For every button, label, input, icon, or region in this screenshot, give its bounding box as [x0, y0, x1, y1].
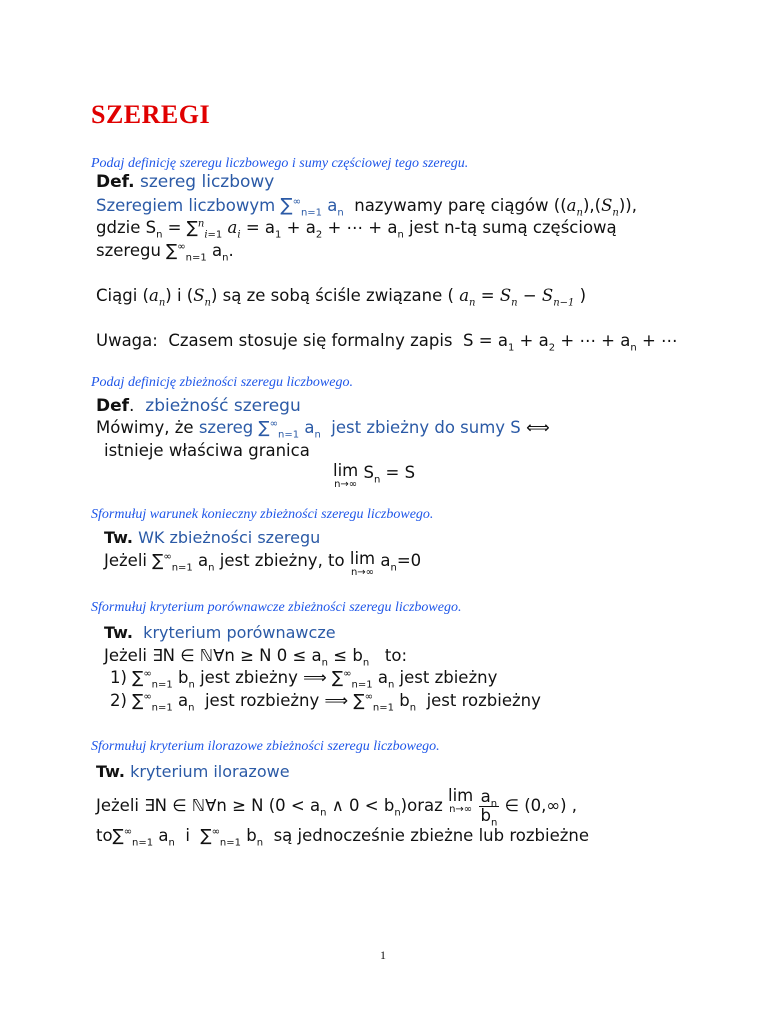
def1-line-3	[96, 241, 234, 264]
tw2-i2-b: jest rozbieżny	[204, 691, 320, 710]
def1-title: szereg liczbowy	[139, 172, 275, 192]
def2-line-1	[96, 418, 550, 441]
tw2-line-1	[104, 646, 408, 669]
tw3-sum-a: $\sum^\infty_{n=1}$ $a_n$	[112, 826, 175, 849]
def2-prefix: Def	[96, 396, 130, 416]
def1-l1-a: Szeregiem liczbowym	[96, 196, 276, 215]
def2-l1-c: jest zbieżny do sumy S	[331, 418, 521, 437]
tw2-i1-c: jest zbieżny	[399, 668, 498, 687]
pair-sequences: $((a_n),(S_n))$,	[553, 196, 637, 219]
tw3-heading	[96, 762, 290, 781]
tw2-i2: 2)	[110, 691, 127, 710]
def1-line-2	[96, 218, 617, 241]
tw2-l1-a: Jeżeli	[104, 646, 147, 665]
uwaga-text: Czasem stosuje się formalny zapis	[168, 331, 453, 350]
tw3-line-1	[96, 786, 578, 829]
tw1-line	[104, 551, 421, 578]
def2-l1-b: szereg	[198, 418, 254, 437]
tw2-title: kryterium porównawcze	[143, 623, 336, 642]
tw2-condition: ∃N ∈ ℕ∀n ≥ N $0 \le a_n \le b_n$	[152, 646, 370, 669]
tw3-l2-c: są jednocześnie zbieżne lub rozbieżne	[273, 826, 589, 845]
tw2-i1-b: jest zbieżny	[200, 668, 298, 687]
sum-symbol: $\sum^\infty_{n=1}$ $a_n$	[280, 195, 344, 219]
tw3-l2-a: to	[96, 826, 113, 845]
ciagi-text: Ciągi $(a_n)$ i $(S_n)$	[96, 286, 218, 309]
def1-heading	[96, 172, 274, 192]
tw1-a: Jeżeli	[104, 551, 147, 570]
tw1-prefix: Tw.	[104, 528, 133, 547]
ciagi-tail: są ze sobą ściśle związane	[222, 286, 443, 305]
tw2-l1-b: to:	[384, 646, 408, 665]
tw2-i2-c: jest rozbieżny	[426, 691, 541, 710]
tw2-item-1	[110, 668, 498, 691]
tw1-heading	[104, 528, 320, 547]
def2-l1-a: Mówimy, że	[96, 418, 194, 437]
series-formula: $\sum^\infty_{n=1}$ $a_n$.	[166, 241, 234, 264]
def1-l2-b: jest n-tą sumą częściową	[409, 218, 617, 237]
def1-l3-a: szeregu	[96, 241, 161, 260]
uwaga-line	[96, 331, 678, 354]
partial-sum-formula: $S_n = \sum^n_{i=1}$ $a_i = a_1 + a_2$ + ⋯ + $a_n$	[145, 218, 404, 241]
def2-heading: Def. zbieżność szeregu	[96, 396, 301, 416]
implies: ⟹ $\sum^\infty_{n=1}$ $a_n$	[303, 668, 395, 691]
question-1: Podaj definicję szeregu liczbowego i sumy częściowej tego szeregu.	[91, 156, 469, 171]
tw3-prefix: Tw.	[96, 762, 125, 781]
iff-symbol: ⟺	[526, 418, 550, 437]
tw2-heading	[104, 623, 336, 642]
question-2: Podaj definicję zbieżności szeregu liczbowego.	[91, 375, 353, 390]
tw1-series: $\sum^\infty_{n=1}$ $a_n$	[152, 551, 215, 574]
def1-line-1	[96, 195, 637, 219]
limit-formula: lim n→∞ $S_n = S$	[333, 461, 416, 490]
tw3-sum-b: $\sum^\infty_{n=1}$ $b_n$	[200, 826, 264, 849]
tw1-b: jest zbieżny, to	[219, 551, 345, 570]
tw3-title: kryterium ilorazowe	[130, 762, 290, 781]
tw3-l1-b: oraz	[407, 796, 443, 816]
implies-2: ⟹ $\sum^\infty_{n=1}$ $b_n$	[324, 691, 417, 714]
ciagi-line	[96, 286, 587, 309]
sum-b: $\sum^\infty_{n=1}$ $b_n$	[132, 668, 195, 691]
tw2-item-2	[110, 691, 541, 714]
tw3-line-2	[96, 826, 589, 849]
tw3-l1-a: Jeżeli	[96, 796, 139, 816]
tw2-prefix: Tw.	[104, 623, 133, 642]
series-symbol: $\sum^\infty_{n=1}$ $a_n$	[258, 418, 321, 441]
page-number: 1	[380, 948, 386, 962]
tw3-l2-b: i	[185, 826, 190, 845]
ciagi-formula: ( $a_n = S_n - S_{n-1}$ )	[447, 286, 587, 309]
question-3: Sformułuj warunek konieczny zbieżności szeregu liczbowego.	[91, 507, 434, 522]
uwaga-label: Uwaga:	[96, 331, 158, 350]
def1-prefix: Def.	[96, 172, 135, 192]
sum-a: $\sum^\infty_{n=1}$ $a_n$	[132, 691, 195, 714]
tw3-condition: ∃N ∈ ℕ∀n ≥ N ($0 < a_n$ ∧ $0 < b_n$)	[144, 796, 408, 819]
tw1-title: WK zbieżności szeregu	[138, 528, 321, 547]
def1-l1-b: nazywamy parę ciągów	[354, 196, 549, 215]
page-title: SZEREGI	[91, 100, 211, 129]
question-5: Sformułuj kryterium ilorazowe zbieżności szeregu liczbowego.	[91, 739, 440, 754]
tw3-limit: lim n→∞ $\frac{a_n}{b_n}$ ∈ (0,∞) ,	[448, 786, 578, 829]
tw2-i1: 1)	[110, 668, 127, 687]
def2-line-2: istnieje właściwa granica	[104, 441, 310, 460]
formal-sum: $S = a_1 + a_2$ + ⋯ + $a_n$ + ⋯	[463, 331, 678, 354]
def1-l2-a: gdzie	[96, 218, 141, 237]
tw1-limit: lim n→∞ $a_n=0$	[349, 549, 422, 578]
def2-title: zbieżność szeregu	[145, 396, 301, 416]
question-4: Sformułuj kryterium porównawcze zbieżności szeregu liczbowego.	[91, 600, 462, 615]
